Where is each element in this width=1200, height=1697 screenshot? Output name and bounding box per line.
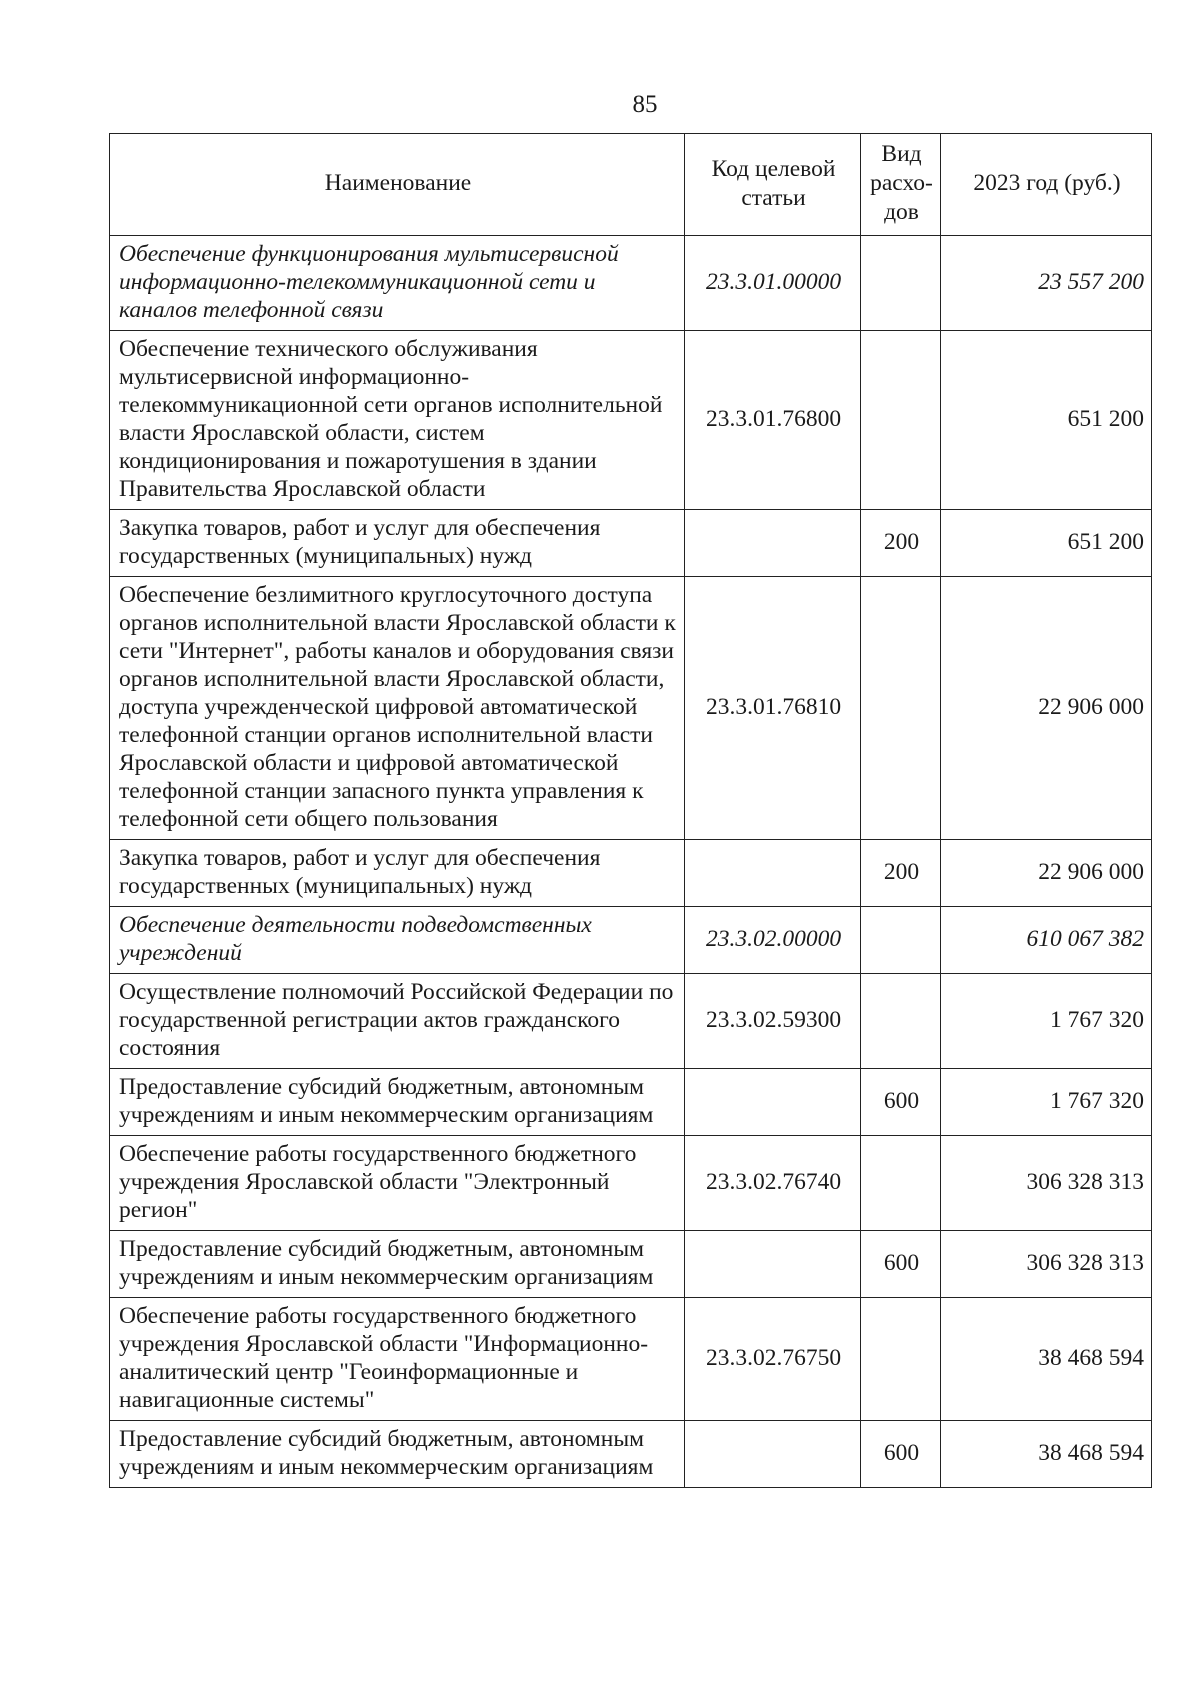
- cell-amount: 38 468 594: [941, 1298, 1152, 1421]
- table-body: [110, 236, 1152, 1488]
- cell-amount: 651 200: [941, 510, 1152, 577]
- table-row: [110, 1231, 1152, 1298]
- cell-code: 23.3.02.76740: [685, 1136, 861, 1231]
- table-row: [110, 510, 1152, 577]
- cell-expense-type: [861, 907, 941, 974]
- cell-expense-type: [861, 331, 941, 510]
- header-code: Код целевой статьи: [685, 134, 861, 236]
- budget-table: [109, 133, 1152, 1488]
- table-row: [110, 907, 1152, 974]
- cell-expense-type: 200: [861, 840, 941, 907]
- cell-amount: 22 906 000: [941, 840, 1152, 907]
- cell-name: Обеспечение деятельности подведомственных учреждений: [110, 907, 685, 974]
- cell-amount: 1 767 320: [941, 1069, 1152, 1136]
- cell-code: [685, 1421, 861, 1488]
- cell-code: 23.3.02.00000: [685, 907, 861, 974]
- cell-name: Обеспечение функционирования мультисервисной информационно-телекоммуникационной сети и каналов телефонной связи: [110, 236, 685, 331]
- cell-code: [685, 510, 861, 577]
- table-row: [110, 840, 1152, 907]
- cell-code: 23.3.02.76750: [685, 1298, 861, 1421]
- table-row: [110, 1069, 1152, 1136]
- cell-name: Обеспечение технического обслуживания мультисервисной информационно-телекоммуникационной сети органов исполнительной власти Ярославской области, систем кондиционирования и пожаротушения в здании Правительства Ярославской области: [110, 331, 685, 510]
- cell-expense-type: [861, 974, 941, 1069]
- cell-name: Предоставление субсидий бюджетным, автономным учреждениям и иным некоммерческим организациям: [110, 1069, 685, 1136]
- cell-amount: 306 328 313: [941, 1136, 1152, 1231]
- cell-name: Предоставление субсидий бюджетным, автономным учреждениям и иным некоммерческим организациям: [110, 1231, 685, 1298]
- cell-name: Обеспечение безлимитного круглосуточного доступа органов исполнительной власти Ярославской области к сети "Интернет", работы каналов и оборудования связи органов исполнительной власти Ярославской области, доступа учрежденческой цифровой автоматической телефонной станции органов исполнительной власти Ярославской области и цифровой автоматической телефонной станции запасного пункта управления к телефонной сети общего пользования: [110, 577, 685, 840]
- cell-expense-type: 600: [861, 1421, 941, 1488]
- cell-expense-type: 600: [861, 1231, 941, 1298]
- cell-expense-type: [861, 1136, 941, 1231]
- cell-name: Закупка товаров, работ и услуг для обеспечения государственных (муниципальных) нужд: [110, 510, 685, 577]
- table-row: [110, 236, 1152, 331]
- cell-amount: 23 557 200: [941, 236, 1152, 331]
- cell-name: Осуществление полномочий Российской Федерации по государственной регистрации актов гражданского состояния: [110, 974, 685, 1069]
- cell-code: [685, 1231, 861, 1298]
- cell-amount: 651 200: [941, 331, 1152, 510]
- table-row: [110, 1136, 1152, 1231]
- header-type: Вид расхо-дов: [861, 134, 941, 236]
- cell-expense-type: [861, 577, 941, 840]
- cell-code: 23.3.01.00000: [685, 236, 861, 331]
- table-row: [110, 331, 1152, 510]
- cell-expense-type: [861, 236, 941, 331]
- cell-amount: 22 906 000: [941, 577, 1152, 840]
- table-header: [110, 134, 1152, 236]
- cell-amount: 1 767 320: [941, 974, 1152, 1069]
- header-name: Наименование: [110, 134, 685, 236]
- cell-name: Закупка товаров, работ и услуг для обеспечения государственных (муниципальных) нужд: [110, 840, 685, 907]
- cell-code: 23.3.01.76800: [685, 331, 861, 510]
- cell-name: Обеспечение работы государственного бюджетного учреждения Ярославской области "Информационно-аналитический центр "Геоинформационные и навигационные системы": [110, 1298, 685, 1421]
- cell-code: 23.3.02.59300: [685, 974, 861, 1069]
- cell-code: [685, 1069, 861, 1136]
- header-amount: 2023 год (руб.): [941, 134, 1152, 236]
- cell-amount: 38 468 594: [941, 1421, 1152, 1488]
- cell-name: Предоставление субсидий бюджетным, автономным учреждениям и иным некоммерческим организациям: [110, 1421, 685, 1488]
- table-row: [110, 1298, 1152, 1421]
- table-row: [110, 1421, 1152, 1488]
- cell-amount: 610 067 382: [941, 907, 1152, 974]
- table-row: [110, 974, 1152, 1069]
- page-number: 85: [632, 91, 658, 118]
- cell-expense-type: [861, 1298, 941, 1421]
- cell-code: 23.3.01.76810: [685, 577, 861, 840]
- cell-name: Обеспечение работы государственного бюджетного учреждения Ярославской области "Электронный регион": [110, 1136, 685, 1231]
- cell-expense-type: 600: [861, 1069, 941, 1136]
- cell-code: [685, 840, 861, 907]
- header-row: [110, 134, 1152, 236]
- cell-expense-type: 200: [861, 510, 941, 577]
- cell-amount: 306 328 313: [941, 1231, 1152, 1298]
- table-row: [110, 577, 1152, 840]
